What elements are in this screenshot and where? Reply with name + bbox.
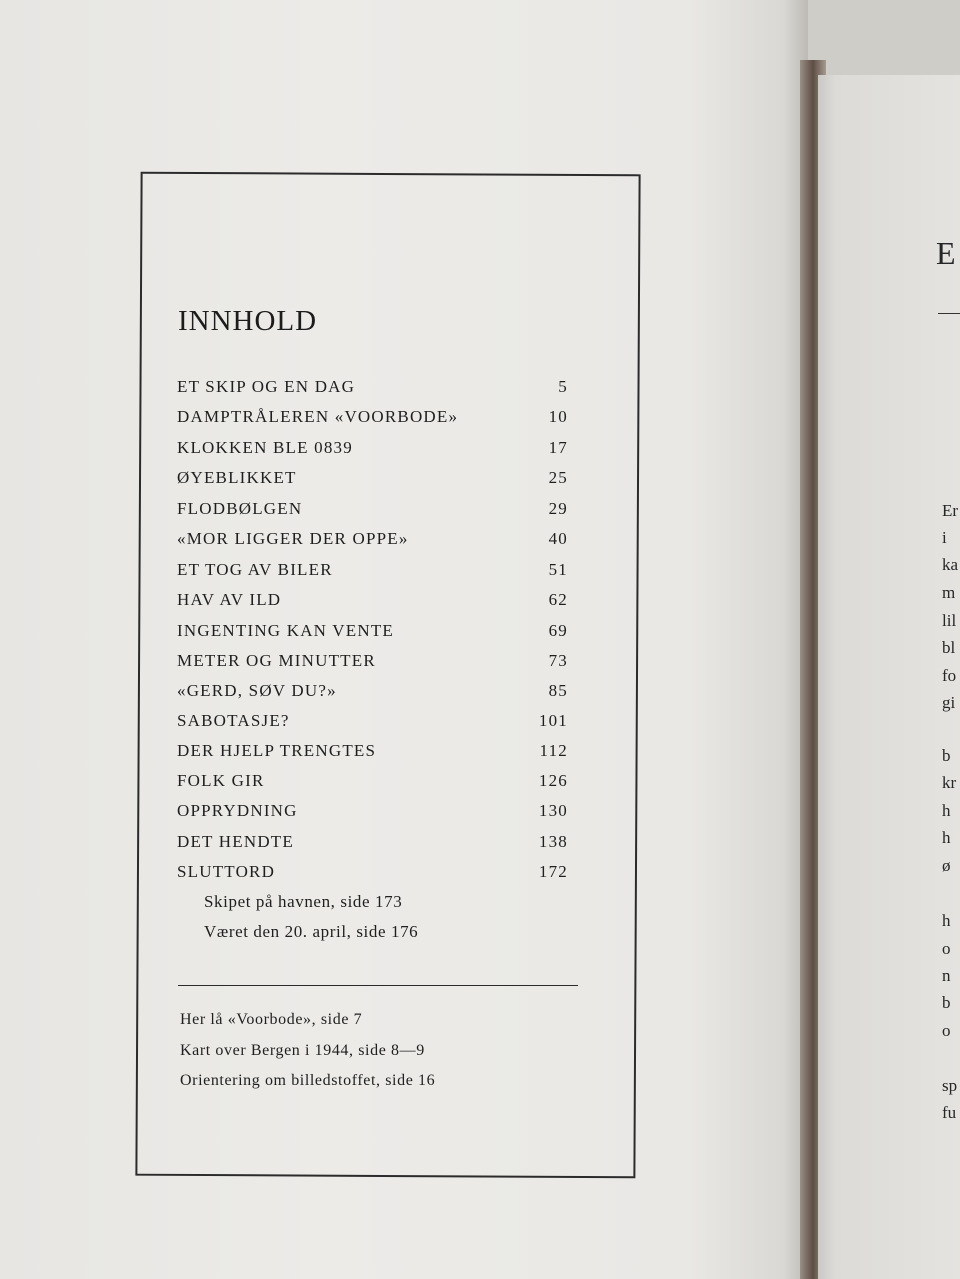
- toc-entry-page: 172: [538, 862, 568, 881]
- toc-entry-title: SLUTTORD: [177, 862, 276, 881]
- toc-entry-title: FOLK GIR: [177, 771, 265, 790]
- toc-entry-page: 40: [548, 529, 568, 548]
- facing-line-fragment: ka: [942, 555, 959, 574]
- toc-entry-title: ET TOG AV BILER: [177, 560, 333, 579]
- facing-line-fragment: i: [942, 528, 947, 547]
- facing-line-fragment: kr: [942, 773, 957, 792]
- toc-entry: [177, 560, 568, 584]
- facing-line-fragment: h: [942, 828, 951, 847]
- toc-entry-title: HAV AV ILD: [177, 590, 282, 609]
- toc-entry-title: DET HENDTE: [177, 832, 294, 851]
- toc-entry: [177, 499, 568, 523]
- facing-line-fragment: b: [942, 993, 951, 1012]
- toc-entry-page: 25: [548, 468, 568, 487]
- toc-entry-title: METER OG MINUTTER: [177, 651, 376, 670]
- facing-line-fragment: fo: [942, 666, 957, 685]
- facing-line-fragment: bl: [942, 638, 956, 657]
- facing-heading: E: [936, 235, 956, 271]
- toc-entry-page: 29: [548, 499, 568, 518]
- facing-line-fragment: sp: [942, 1076, 958, 1095]
- toc-entry-page: 10: [548, 407, 568, 426]
- toc-entry: [177, 621, 568, 645]
- toc-entry-title: «MOR LIGGER DER OPPE»: [177, 529, 409, 548]
- toc-entry-page: 112: [539, 741, 568, 760]
- facing-line-fragment: fu: [942, 1103, 957, 1122]
- facing-line-fragment: lil: [942, 611, 957, 630]
- illustration-entry: Orientering om billedstoffet, side 16: [180, 1072, 436, 1089]
- toc-entry-title: «GERD, SØV DU?»: [177, 681, 337, 700]
- divider-rule: [178, 985, 578, 986]
- right-page: [818, 75, 960, 1279]
- toc-entry: [177, 407, 568, 431]
- toc-entry-page: 17: [548, 438, 568, 457]
- toc-entry-title: DER HJELP TRENGTES: [177, 741, 377, 760]
- toc-entry-page: 5: [558, 377, 568, 396]
- toc-entry: [177, 862, 568, 886]
- toc-entry-page: 126: [538, 771, 568, 790]
- toc-entry-page: 85: [548, 681, 568, 700]
- facing-line-fragment: h: [942, 801, 951, 820]
- facing-line-fragment: m: [942, 583, 956, 602]
- toc-entry-page: 62: [548, 590, 568, 609]
- toc-entry-title: DAMPTRÅLEREN «VOORBODE»: [177, 407, 459, 426]
- toc-entry: [177, 590, 568, 614]
- toc-entry-page: 138: [538, 832, 568, 851]
- toc-entry: [177, 711, 568, 735]
- toc-entry: [177, 438, 568, 462]
- toc-entry-page: 73: [548, 651, 568, 670]
- toc-entry-title: ØYEBLIKKET: [177, 468, 297, 487]
- toc-entry: [177, 801, 568, 825]
- toc-entry: [177, 529, 568, 553]
- toc-entry-page: 69: [548, 621, 568, 640]
- toc-entry-title: INGENTING KAN VENTE: [177, 621, 395, 640]
- facing-line-fragment: b: [942, 746, 951, 765]
- toc-subentry: Været den 20. april, side 176: [204, 922, 419, 941]
- toc-entry-title: ET SKIP OG EN DAG: [177, 377, 356, 396]
- toc-entry-page: 130: [538, 801, 568, 820]
- toc-subentry: Skipet på havnen, side 173: [204, 892, 403, 911]
- toc-entry-page: 51: [548, 560, 568, 579]
- toc-entry-title: KLOKKEN BLE 0839: [177, 438, 353, 457]
- facing-line-fragment: ø: [942, 856, 951, 875]
- toc-entry: [177, 771, 568, 795]
- facing-line-fragment: o: [942, 1021, 951, 1040]
- toc-entry-title: FLODBØLGEN: [177, 499, 303, 518]
- illustration-entry: Kart over Bergen i 1944, side 8—9: [180, 1042, 425, 1059]
- toc-entry: [177, 651, 568, 675]
- facing-line-fragment: Er: [942, 501, 959, 520]
- toc-entry-title: SABOTASJE?: [177, 711, 290, 730]
- page-title: INNHOLD: [178, 305, 318, 337]
- facing-line-fragment: o: [942, 939, 951, 958]
- toc-entry: [177, 832, 568, 856]
- facing-line-fragment: h: [942, 911, 951, 930]
- facing-line-fragment: n: [942, 966, 951, 985]
- toc-entry: [177, 377, 568, 401]
- facing-line-fragment: gi: [942, 693, 956, 712]
- toc-entry-page: 101: [538, 711, 568, 730]
- toc-entry: [177, 741, 568, 765]
- facing-heading-rule: [938, 313, 960, 314]
- toc-entry: [177, 468, 568, 492]
- toc-entry-title: OPPRYDNING: [177, 801, 298, 820]
- illustration-entry: Her lå «Voorbode», side 7: [180, 1011, 363, 1028]
- toc-entry: [177, 681, 568, 705]
